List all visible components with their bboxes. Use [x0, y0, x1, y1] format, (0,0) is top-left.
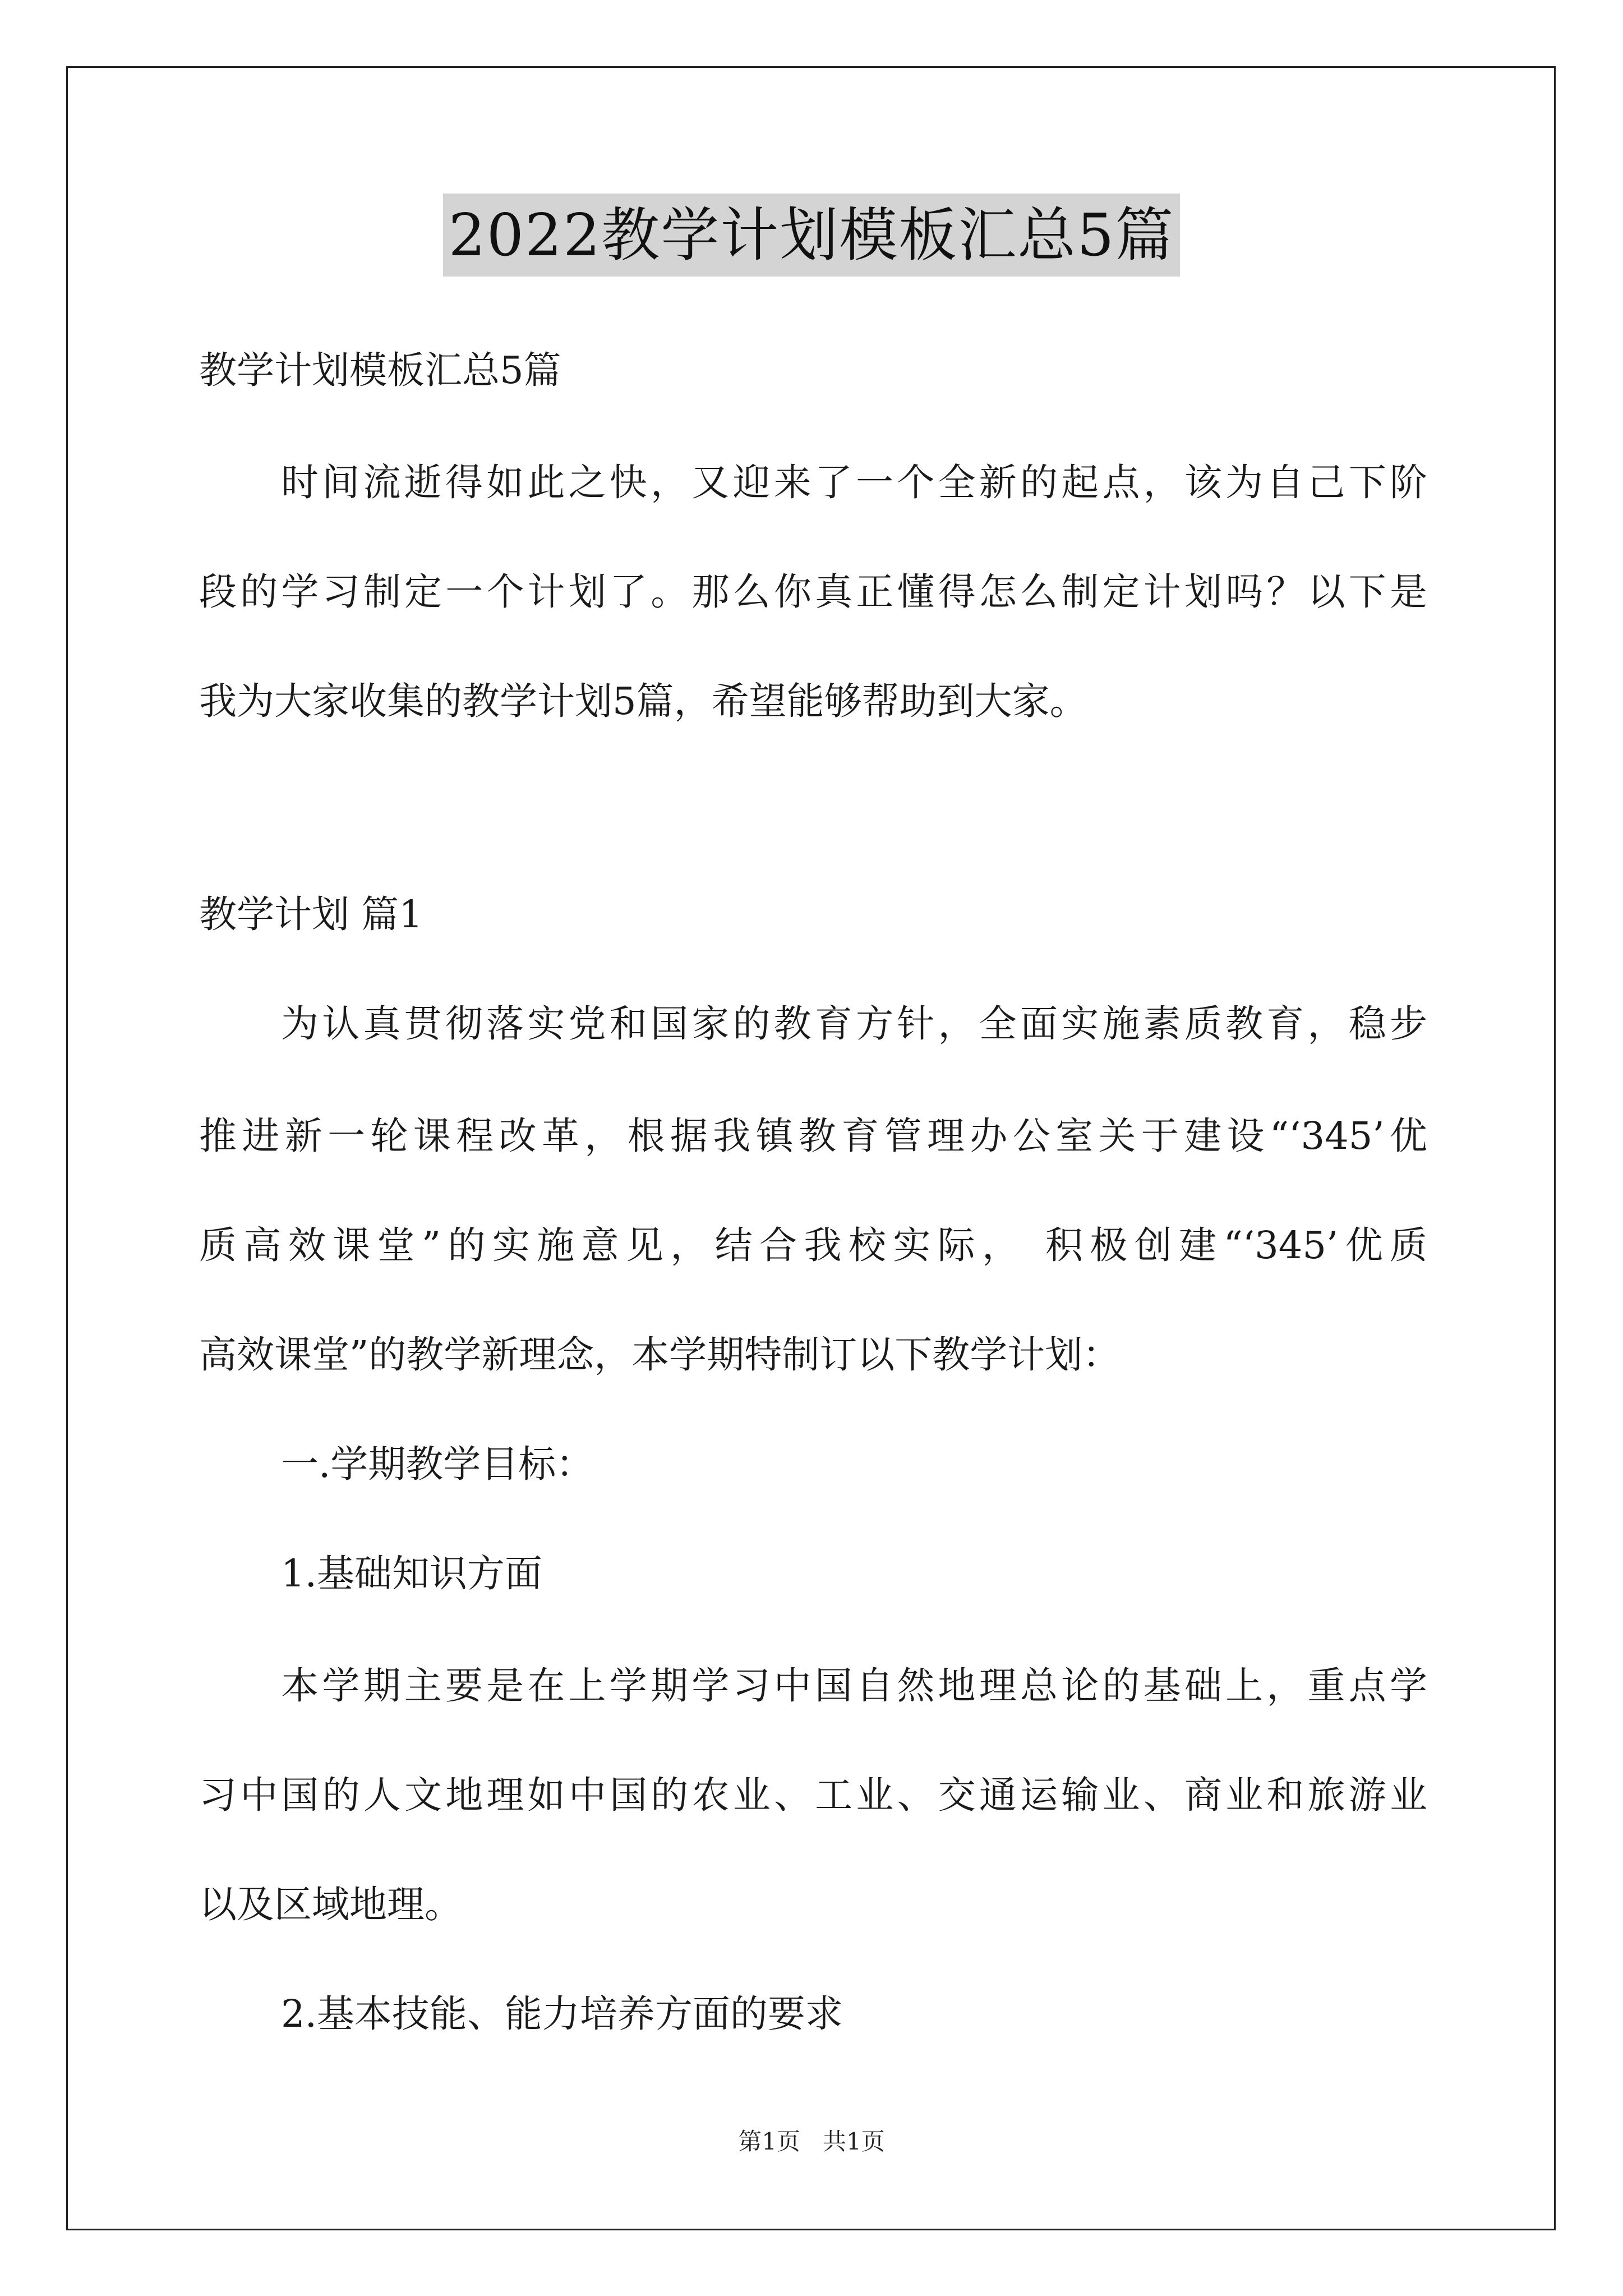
paragraph-line: 我为大家收集的教学计划5篇，希望能够帮助到大家。	[199, 679, 1087, 723]
paragraph-line: 推进新一轮课程改革，根据我镇教育管理办公室关于建设“‘345’优	[199, 1114, 1427, 1158]
paragraph-line: 质高效课堂”的实施意见，结合我校实际， 积极创建“‘345’优质	[199, 1223, 1427, 1267]
list-heading: 一.学期教学目标：	[281, 1442, 594, 1486]
paragraph-line: 时间流逝得如此之快，又迎来了一个全新的起点，该为自己下阶	[281, 461, 1427, 504]
list-heading: 2.基本技能、能力培养方面的要求	[281, 1992, 843, 2036]
section-heading: 教学计划 篇1	[199, 892, 423, 936]
title-container	[0, 194, 1623, 277]
paragraph-line: 为认真贯彻落实党和国家的教育方针，全面实施素质教育，稳步	[281, 1002, 1427, 1046]
paragraph-line: 本学期主要是在上学期学习中国自然地理总论的基础上，重点学	[281, 1664, 1427, 1708]
list-heading: 1.基础知识方面	[281, 1552, 542, 1595]
paragraph-line: 高效课堂”的教学新理念，本学期特制订以下教学计划：	[199, 1333, 1121, 1377]
paragraph-line: 段的学习制定一个计划了。那么你真正懂得怎么制定计划吗？以下是	[199, 570, 1427, 614]
subtitle-line: 教学计划模板汇总5篇	[199, 348, 561, 392]
document-title: 2022教学计划模板汇总5篇	[443, 194, 1181, 277]
paragraph-line: 习中国的人文地理如中国的农业、工业、交通运输业、商业和旅游业	[199, 1773, 1427, 1817]
page-footer: 第1页 共1页	[738, 2128, 885, 2155]
paragraph-line: 以及区域地理。	[199, 1883, 462, 1926]
